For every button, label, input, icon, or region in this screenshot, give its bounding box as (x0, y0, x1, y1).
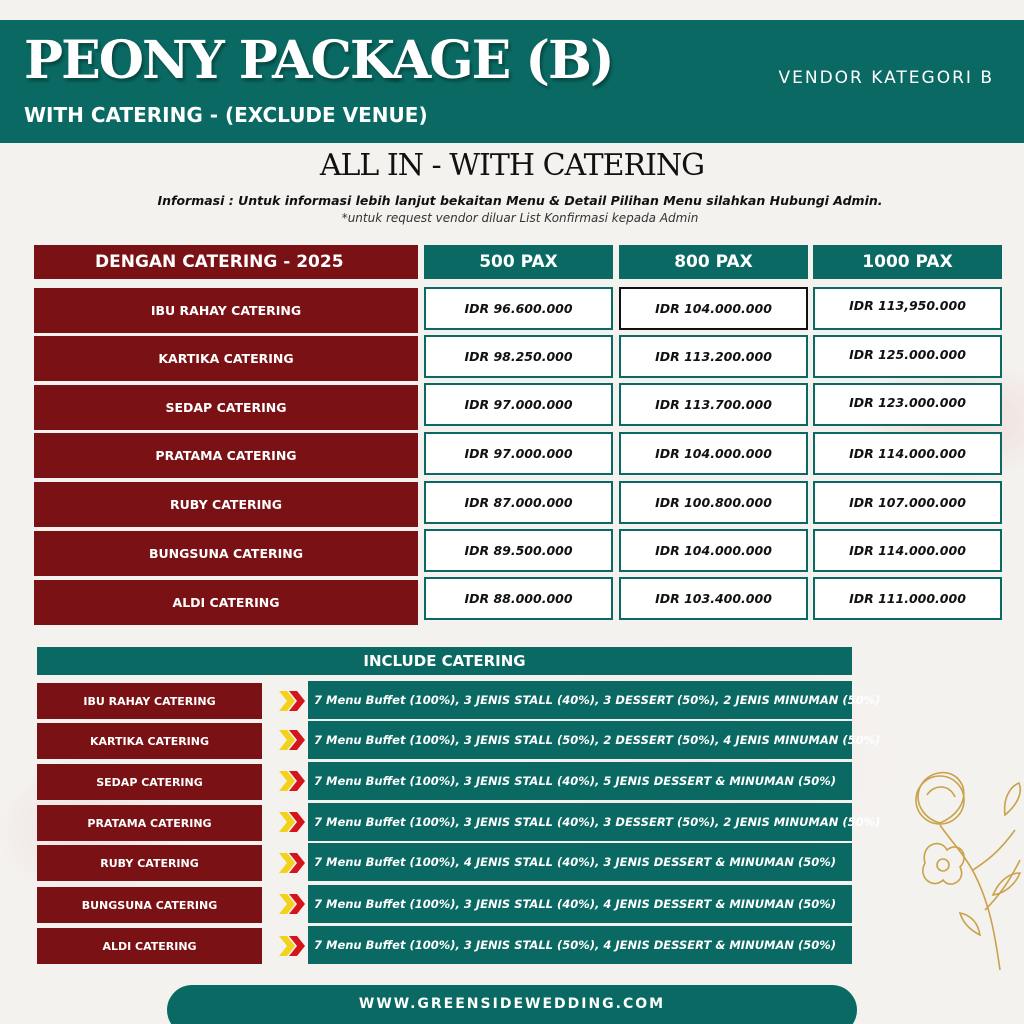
include-row-description: 7 Menu Buffet (100%), 3 JENIS STALL (40%), 3 DESSERT (50%), 2 JENIS MINUMAN (50%) (308, 803, 852, 841)
include-catering-header: INCLUDE CATERING (37, 647, 852, 675)
include-row-description: 7 Menu Buffet (100%), 3 JENIS STALL (50%), 4 JENIS DESSERT & MINUMAN (50%) (308, 926, 852, 964)
include-row-label: RUBY CATERING (37, 845, 262, 881)
include-row-description: 7 Menu Buffet (100%), 3 JENIS STALL (40%), 5 JENIS DESSERT & MINUMAN (50%) (308, 762, 852, 800)
include-row-description: 7 Menu Buffet (100%), 3 JENIS STALL (40%), 4 JENIS DESSERT & MINUMAN (50%) (308, 885, 852, 923)
include-row-label: ALDI CATERING (37, 928, 262, 964)
price-row-label: PRATAMA CATERING (34, 433, 418, 478)
column-header-800-pax: 800 PAX (619, 245, 808, 279)
price-cell: IDR 96.600.000 (424, 287, 613, 330)
double-chevron-right-icon (277, 810, 307, 834)
section-title: ALL IN - WITH CATERING (319, 148, 705, 183)
double-chevron-right-icon (277, 769, 307, 793)
header-banner (0, 20, 1024, 143)
price-cell: IDR 114.000.000 (813, 529, 1002, 572)
price-cell: IDR 89.500.000 (424, 529, 613, 572)
info-text: Informasi : Untuk informasi lebih lanjut bekaitan Menu & Detail Pilihan Menu silahkan Hubungi Admin. (157, 193, 883, 208)
double-chevron-right-icon (277, 892, 307, 916)
include-row-label: BUNGSUNA CATERING (37, 887, 262, 923)
include-row-label: KARTIKA CATERING (37, 723, 262, 759)
price-cell: IDR 113.700.000 (619, 383, 808, 426)
price-cell: IDR 88.000.000 (424, 577, 613, 620)
price-cell: IDR 125.000.000 (813, 335, 1002, 378)
price-row-label: RUBY CATERING (34, 482, 418, 527)
package-subtitle: WITH CATERING - (EXCLUDE VENUE) (24, 103, 428, 127)
price-row-label: IBU RAHAY CATERING (34, 288, 418, 333)
double-chevron-right-icon (277, 934, 307, 958)
price-cell: IDR 100.800.000 (619, 481, 808, 524)
info-note: *untuk request vendor diluar List Konfirmasi kepada Admin (341, 211, 699, 225)
price-cell: IDR 123.000.000 (813, 383, 1002, 426)
include-row-description: 7 Menu Buffet (100%), 4 JENIS STALL (40%), 3 JENIS DESSERT & MINUMAN (50%) (308, 843, 852, 881)
price-row-label: SEDAP CATERING (34, 385, 418, 430)
price-cell: IDR 87.000.000 (424, 481, 613, 524)
package-title: PEONY PACKAGE (B) (24, 30, 613, 91)
price-row-label: ALDI CATERING (34, 580, 418, 625)
price-cell: IDR 107.000.000 (813, 481, 1002, 524)
price-row-label: BUNGSUNA CATERING (34, 531, 418, 576)
include-row-description: 7 Menu Buffet (100%), 3 JENIS STALL (40%), 3 DESSERT (50%), 2 JENIS MINUMAN (50%) (308, 681, 852, 719)
price-cell: IDR 104.000.000 (619, 432, 808, 475)
golden-flower-illustration (905, 745, 1024, 975)
column-header-1000-pax: 1000 PAX (813, 245, 1002, 279)
price-cell: IDR 97.000.000 (424, 383, 613, 426)
price-cell: IDR 98.250.000 (424, 335, 613, 378)
price-table-header: DENGAN CATERING - 2025 (34, 245, 418, 279)
price-cell: IDR 111.000.000 (813, 577, 1002, 620)
vendor-category: VENDOR KATEGORI B (778, 68, 994, 88)
price-cell: IDR 97.000.000 (424, 432, 613, 475)
price-cell: IDR 104.000.000 (619, 529, 808, 572)
price-cell-selected: IDR 104.000.000 (619, 287, 808, 330)
website-link[interactable]: WWW.GREENSIDEWEDDING.COM (358, 996, 666, 1012)
include-row-label: SEDAP CATERING (37, 764, 262, 800)
double-chevron-right-icon (277, 689, 307, 713)
include-row-label: IBU RAHAY CATERING (37, 683, 262, 719)
price-cell: IDR 114.000.000 (813, 432, 1002, 475)
include-row-description: 7 Menu Buffet (100%), 3 JENIS STALL (50%), 2 DESSERT (50%), 4 JENIS MINUMAN (50%) (308, 721, 852, 759)
price-row-label: KARTIKA CATERING (34, 336, 418, 381)
column-header-500-pax: 500 PAX (424, 245, 613, 279)
price-cell: IDR 113.200.000 (619, 335, 808, 378)
price-cell: IDR 103.400.000 (619, 577, 808, 620)
double-chevron-right-icon (277, 728, 307, 752)
price-cell: IDR 113,950.000 (813, 287, 1002, 330)
include-row-label: PRATAMA CATERING (37, 805, 262, 841)
double-chevron-right-icon (277, 851, 307, 875)
